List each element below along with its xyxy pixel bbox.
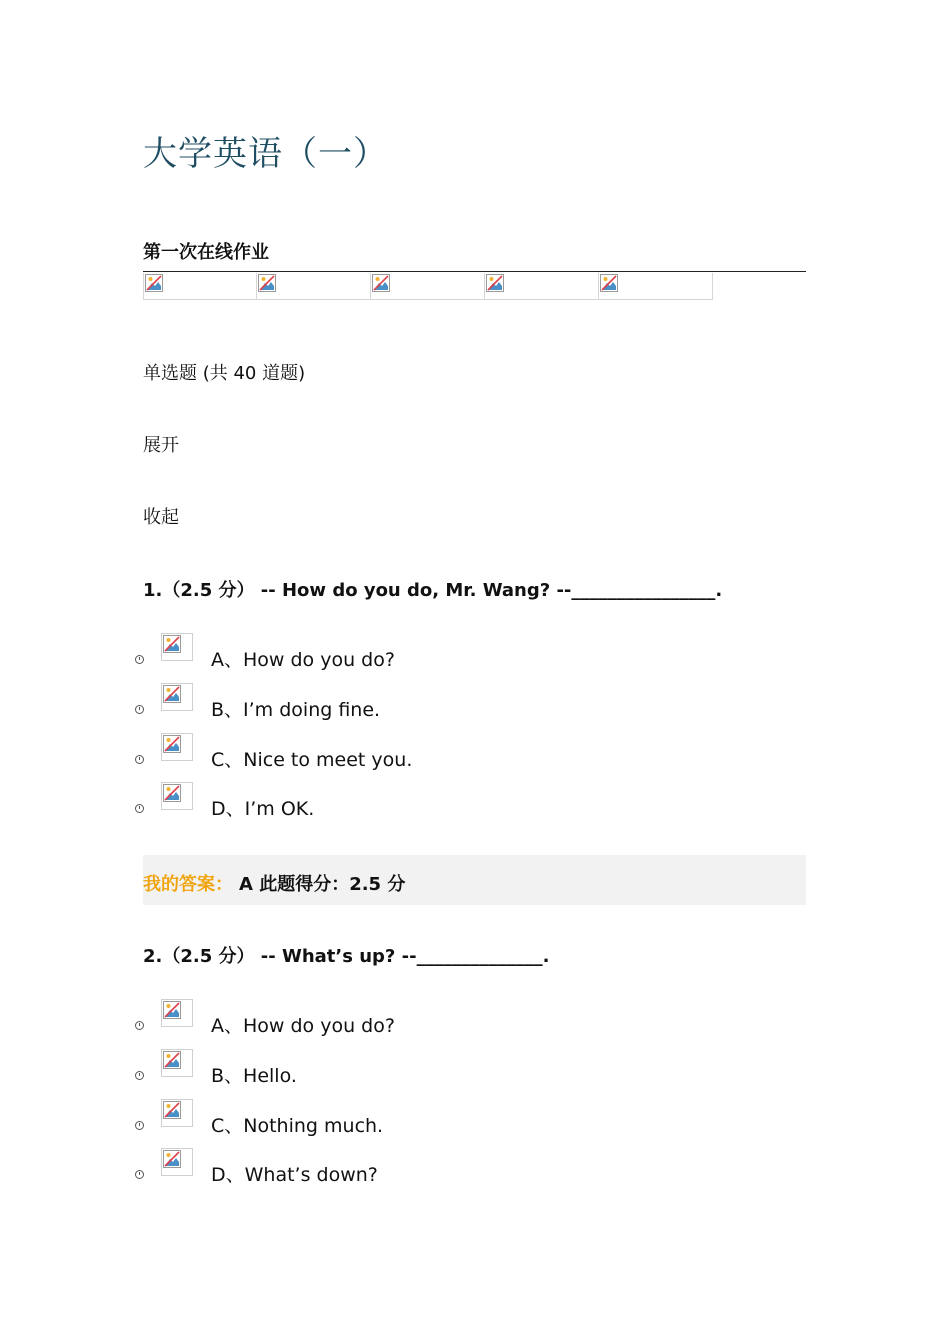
option-image <box>161 633 193 661</box>
broken-image-icon <box>486 274 504 292</box>
broken-image-icon <box>145 274 163 292</box>
answer-bar <box>143 855 806 905</box>
option-label: C、Nothing much. <box>211 1115 384 1137</box>
broken-image-icon <box>163 1150 181 1168</box>
option-label: B、I’m doing fine. <box>211 699 381 721</box>
broken-image-icon <box>163 1001 181 1019</box>
answer-label: 我的答案： <box>143 874 233 895</box>
option-row[interactable] <box>133 1099 733 1135</box>
nav-tab[interactable] <box>485 273 599 300</box>
option-image <box>161 999 193 1027</box>
title-underline <box>143 271 806 272</box>
page-title: 大学英语（一） <box>143 134 388 174</box>
radio-button[interactable] <box>135 1071 144 1080</box>
question-stem: 2.（2.5 分） -- What’s up? --______________. <box>143 946 550 967</box>
option-label: D、I’m OK. <box>211 798 315 820</box>
option-image <box>161 1099 193 1127</box>
option-row[interactable] <box>133 683 733 719</box>
radio-button[interactable] <box>135 1121 144 1130</box>
radio-button[interactable] <box>135 1170 144 1179</box>
option-label: B、Hello. <box>211 1065 297 1087</box>
nav-tab[interactable] <box>143 273 257 300</box>
expand-link[interactable]: 展开 <box>143 435 179 456</box>
option-row[interactable] <box>133 633 733 669</box>
nav-tab[interactable] <box>371 273 485 300</box>
nav-tab-row <box>143 273 713 301</box>
broken-image-icon <box>163 635 181 653</box>
option-row[interactable] <box>133 733 733 769</box>
radio-button[interactable] <box>135 655 144 664</box>
option-row[interactable] <box>133 782 733 818</box>
option-label: C、Nice to meet you. <box>211 749 413 771</box>
radio-button[interactable] <box>135 705 144 714</box>
broken-image-icon <box>163 1101 181 1119</box>
nav-tab[interactable] <box>599 273 713 300</box>
radio-button[interactable] <box>135 1021 144 1030</box>
collapse-link[interactable]: 收起 <box>143 507 179 528</box>
option-row[interactable] <box>133 1049 733 1085</box>
radio-button[interactable] <box>135 804 144 813</box>
broken-image-icon <box>372 274 390 292</box>
option-label: A、How do you do? <box>211 1015 395 1037</box>
nav-tab[interactable] <box>257 273 371 300</box>
homework-title: 第一次在线作业 <box>143 242 269 263</box>
option-image <box>161 782 193 810</box>
option-image <box>161 1049 193 1077</box>
answer-value: A 此题得分：2.5 分 <box>239 874 406 895</box>
question-stem: 1.（2.5 分） -- How do you do, Mr. Wang? --________________. <box>143 580 723 601</box>
option-image <box>161 1148 193 1176</box>
broken-image-icon <box>258 274 276 292</box>
broken-image-icon <box>163 735 181 753</box>
broken-image-icon <box>163 1051 181 1069</box>
option-row[interactable] <box>133 1148 733 1184</box>
option-label: D、What’s down? <box>211 1164 378 1186</box>
radio-button[interactable] <box>135 755 144 764</box>
broken-image-icon <box>163 685 181 703</box>
broken-image-icon <box>163 784 181 802</box>
section-heading: 单选题 (共 40 道题) <box>143 363 306 384</box>
option-image <box>161 733 193 761</box>
option-image <box>161 683 193 711</box>
option-row[interactable] <box>133 999 733 1035</box>
option-label: A、How do you do? <box>211 649 395 671</box>
broken-image-icon <box>600 274 618 292</box>
